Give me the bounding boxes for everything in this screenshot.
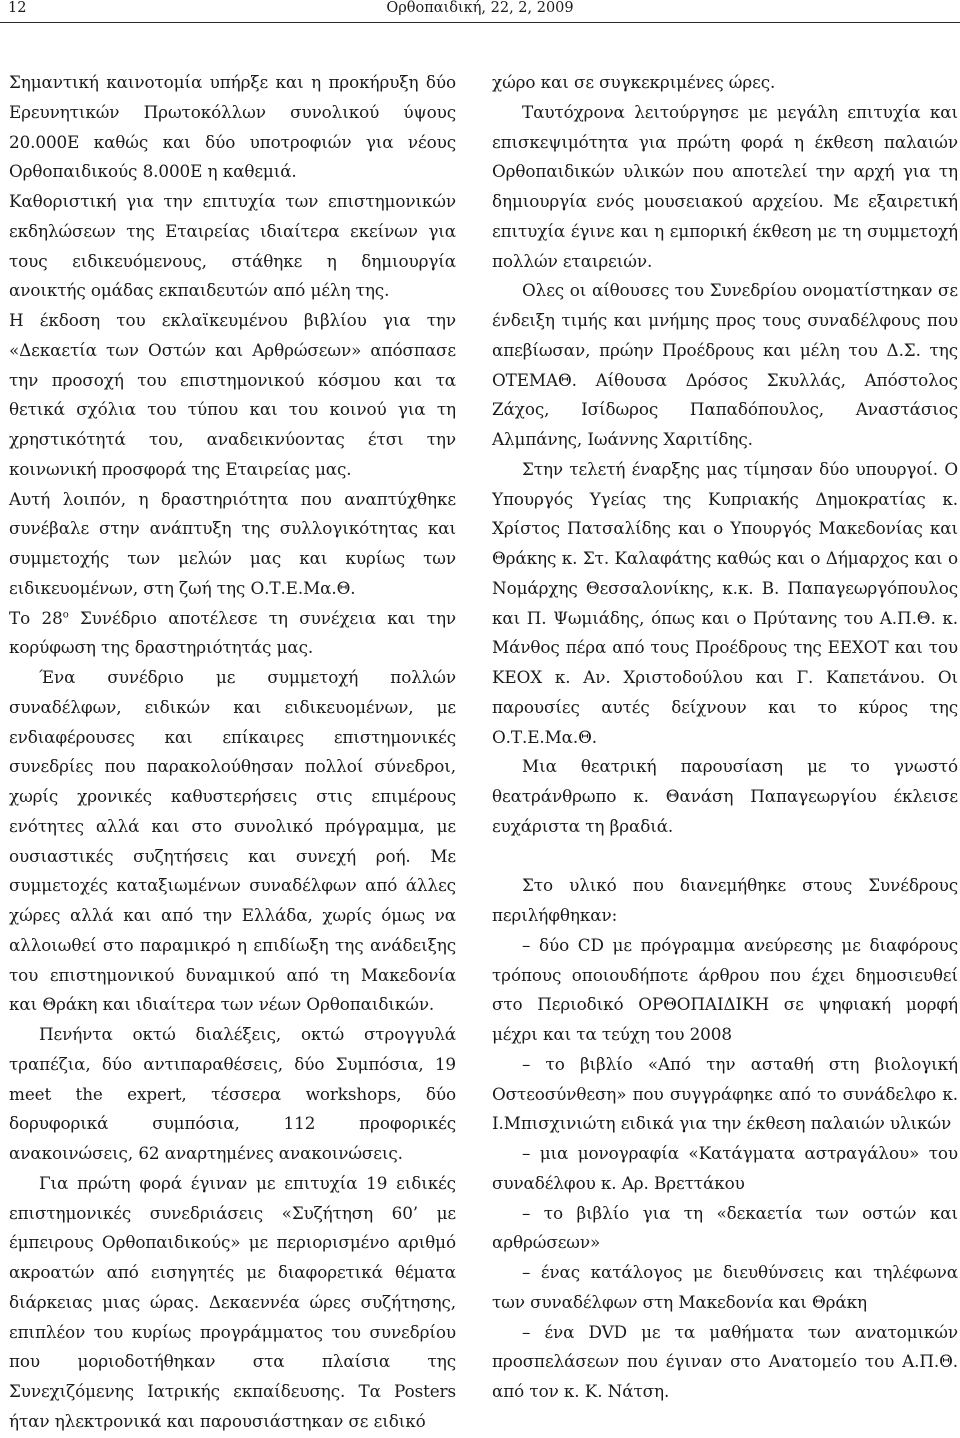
page-number: 12	[8, 0, 27, 16]
paragraph: – μια μονογραφία «Κατάγματα αστραγάλου» του συναδέλφου κ. Αρ. Βρεττάκου	[492, 1143, 958, 1193]
paragraph: Ταυτόχρονα λειτούργησε με μεγάλη επιτυχία και επισκεψιμότητα για πρώτη φορά η έκθεση παλαιών Ορθοπαιδικών υλικών που αποτελεί την αρχή για τη δημιουργία ενός μουσειακού αρχείου. Με εξαιρετική επιτυχία έγινε και η εμπορική έκθεση με τη συμμετοχή πολλών εταιρειών.	[492, 101, 958, 271]
paragraph: χώρο και σε συγκεκριμένες ώρες.	[492, 72, 776, 92]
page-header	[0, 0, 960, 24]
paragraph: Ολες οι αίθουσες του Συνεδρίου ονοματίστηκαν σε ένδειξη τιμής και μνήμης προς τους συναδέλφους που απεβίωσαν, πρώην Προέδρους και μέλη του Δ.Σ. της ΟΤΕΜΑΘ. Αίθουσα Δρόσος Σκυλλάς, Απόστολος Ζάχος, Ισίδωρος Παπαδόπουλος, Αναστάσιος Αλμπάνης, Ιωάννης Χαριτίδης.	[492, 280, 958, 449]
paragraph: Η έκδοση του εκλαϊκευμένου βιβλίου για την «Δεκαετία των Οστών και Αρθρώσεων» απόσπασε την προσοχή του επιστημονικού κόσμου και τα θετικά σχόλια του τύπου και του κοινού για τη χρηστικότητά του, αναδεικνύοντας έτσι την κοινωνική προσφορά της Εταιρείας μας.	[9, 310, 456, 479]
paragraph: Καθοριστική για την επιτυχία των επιστημονικών εκδηλώσεων της Εταιρείας ιδιαίτερα εκείνων για τους ειδικευόμενους, στάθηκε η δημιουργία ανοικτής ομάδας εκπαιδευτών από μέλη της.	[9, 191, 456, 301]
paragraph: Ένα συνέδριο με συμμετοχή πολλών συναδέλφων, ειδικών και ειδικευομένων, με ενδιαφέρουσες και επίκαιρες επιστημονικές συνεδρίες που παρακολούθησαν πολλοί σύνεδροι, χωρίς χρονικές καθυστερήσεις στις επιμέρους ενότητες αλλά και στο συνολικό πρόγραμμα, με ουσιαστικές συζητήσεις και συνεχή ροή. Με συμμετοχές καταξιωμένων συναδέλφων από άλλες χώρες αλλά και από την Ελλάδα, χωρίς όμως να αλλοιωθεί στο παραμικρό η επιδίωξη της ανάδειξης του επιστημονικού δυναμικού από τη Μακεδονία και Θράκη και ιδιαίτερα των νέων Ορθοπαιδικών.	[9, 667, 456, 1015]
paragraph: Το $28^o$ Συνέδριο αποτέλεσε τη συνέχεια και την κορύφωση της δραστηριότητάς μας.	[9, 607, 457, 658]
paragraph: – ένα DVD με τα μαθήματα των ανατομικών προσπελάσεων που έγιναν στο Ανατομείο του Α.Π.Θ. από τον κ. Κ. Νάτση.	[492, 1321, 958, 1401]
paragraph: Πενήντα οκτώ διαλέξεις, οκτώ στρογγυλά τραπέζια, δύο αντιπαραθέσεις, δύο Συμπόσια, 19 meet the expert, τέσσερα workshops, δύο δορυφορικά συμπόσια, 112 προφορικές ανακοινώσεις, 62 αναρτημένες ανακοινώσεις.	[9, 1024, 456, 1163]
paragraph: Μια θεατρική παρουσίαση με το γνωστό θεατράνθρωπο κ. Θανάση Παπαγεωργίου έκλεισε ευχάριστα τη βραδιά.	[492, 756, 958, 836]
paragraph: – το βιβλίο για τη «δεκαετία των οστών και αρθρώσεων»	[492, 1202, 958, 1253]
paragraph: – δύο CD με πρόγραμμα ανεύρεσης με διαφόρους τρόπους οποιουδήποτε άρθρου που έχει δημοσιευθεί στο Περιοδικό ΟΡΘΟΠΑΙΔΙΚΗ σε ψηφιακή μορφή μέχρι και τα τεύχη του 2008	[492, 934, 958, 1044]
paragraph: Αυτή λοιπόν, η δραστηριότητα που αναπτύχθηκε συνέβαλε στην ανάπτυξη της συλλογικότητας και συμμετοχής των μελών μας και κυρίως των ειδικευομένων, στη ζωή της Ο.Τ.Ε.Μα.Θ.	[9, 488, 456, 598]
paragraph: – το βιβλίο «Από την ασταθή στη βιολογική Οστεοσύνθεση» που συγγράφηκε από το συνάδελφο κ. Ι.Μπισχινιώτη ειδικά για την έκθεση παλαιών υλικών	[492, 1053, 958, 1134]
paragraph: Για πρώτη φορά έγιναν με επιτυχία 19 ειδικές επιστημονικές συνεδριάσεις «Συζήτηση 60’ με έμπειρους Ορθοπαιδικούς» με περιορισμένο αριθμό ακροατών από εισηγητές με διαφορετικά θέματα διάρκειας μιας ώρας. Δεκαεννέα ώρες συζήτησης, επιπλέον του κυρίως προγράμματος του συνεδρίου που μοριοδοτήθηκαν στα πλαίσια της Συνεχιζόμενης Ιατρικής εκπαίδευσης. Τα Posters ήταν ηλεκτρονικά και παρουσιάστηκαν σε ειδικό	[9, 1172, 456, 1431]
journal-citation: Ορθοπαιδική, 22, 2, 2009	[386, 0, 574, 16]
header-rule	[0, 22, 960, 23]
paragraph: Στο υλικό που διανεμήθηκε στους Συνέδρους περιλήφθηκαν:	[492, 875, 958, 925]
paragraph: Σημαντική καινοτομία υπήρξε και η προκήρυξη δύο Ερευνητικών Πρωτοκόλλων συνολικού ύψους 20.000Ε καθώς και δύο υποτροφιών για νέους Ορθοπαιδικούς 8.000Ε η καθεμιά.	[9, 72, 456, 182]
paragraph: – ένας κατάλογος με διευθύνσεις και τηλέφωνα των συναδέλφων στη Μακεδονία και Θράκη	[492, 1262, 958, 1312]
paragraph: Στην τελετή έναρξης μας τίμησαν δύο υπουργοί. Ο Υπουργός Υγείας της Κυπριακής Δημοκρατίας κ. Χρίστος Πατσαλίδης και ο Υπουργός Μακεδονίας και Θράκης κ. Στ. Καλαφάτης καθώς και ο Δήμαρχος και ο Νομάρχης Θεσσαλονίκης, κ.κ. Β. Παπαγεωργόπουλος και Π. Ψωμιάδης, όπως και ο Πρύτανης του Α.Π.Θ. κ. Μάνθος πέρα από τους Προέδρους της ΕΕΧΟΤ και του ΚΕΟΧ κ. Αν. Χριστοδούλου και Γ. Καπετάνου. Οι παρουσίες αυτές δείχνουν και το κύρος της Ο.Τ.Ε.Μα.Θ.	[492, 458, 958, 747]
left-column	[9, 68, 456, 1437]
right-column	[492, 68, 958, 1407]
